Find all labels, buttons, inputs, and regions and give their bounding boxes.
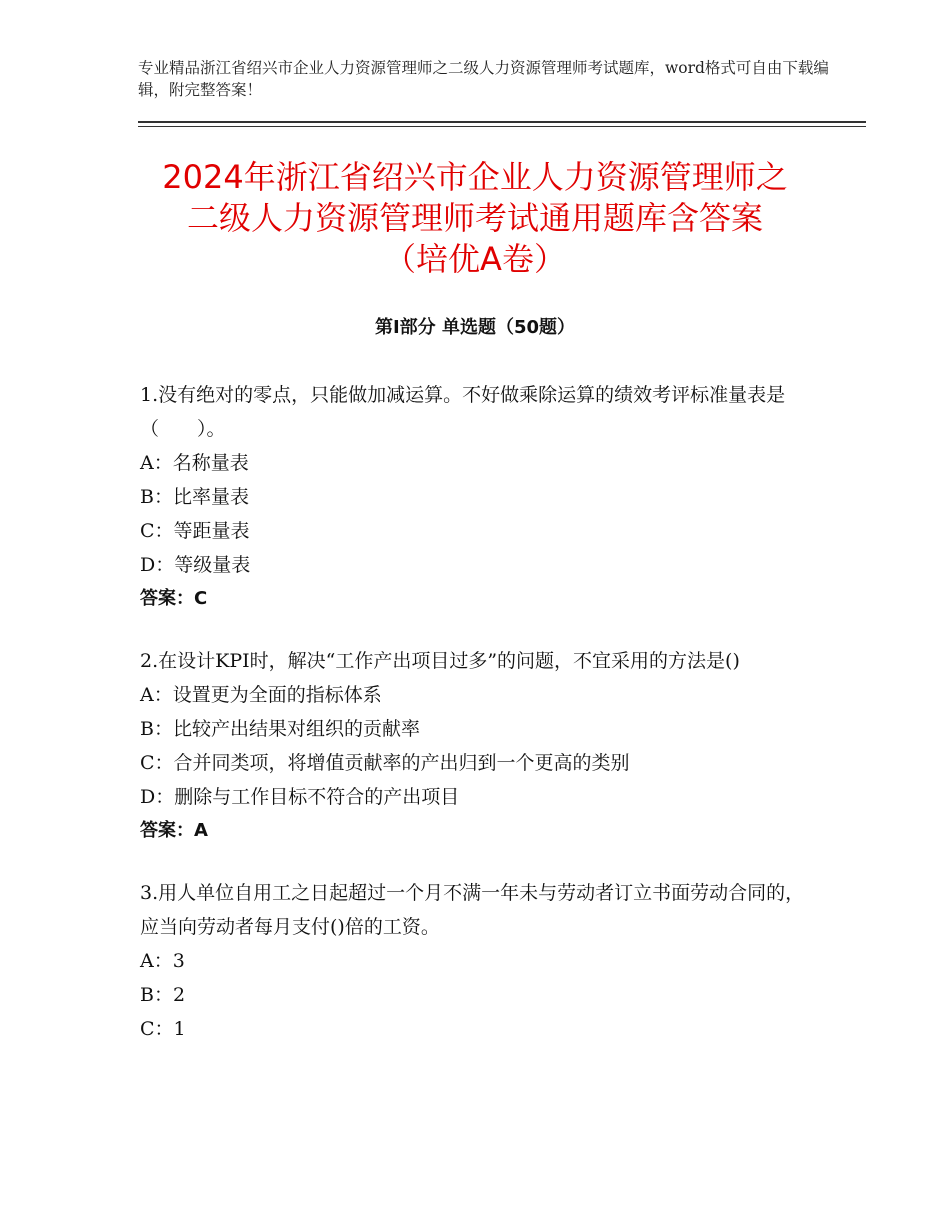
header-note: 专业精品浙江省绍兴市企业人力资源管理师之二级人力资源管理师考试题库，word格式可自由下载编辑，附完整答案！ xyxy=(138,59,829,99)
question-stem: 1.没有绝对的零点，只能做加减运算。不好做乘除运算的绩效考评标准量表是（ ）。 xyxy=(140,384,786,440)
option-b: B：2 xyxy=(140,984,186,1006)
option-d: D：删除与工作目标不符合的产出项目 xyxy=(140,786,460,808)
option-c: C：1 xyxy=(140,1018,186,1040)
option-c: C：合并同类项，将增值贡献率的产出归到一个更高的类别 xyxy=(140,752,630,774)
question-list xyxy=(140,378,820,1074)
option-a: A：名称量表 xyxy=(140,452,249,474)
answer: 答案：C xyxy=(140,588,208,609)
question-stem: 3.用人单位自用工之日起超过一个月不满一年未与劳动者订立书面劳动合同的，应当向劳动者每月支付()倍的工资。 xyxy=(140,882,805,938)
option-b: B：比较产出结果对组织的贡献率 xyxy=(140,718,420,740)
header-rule-thin xyxy=(138,126,866,127)
header-rule-thick xyxy=(138,121,866,123)
title-line-3: （培优A卷） xyxy=(384,240,566,278)
answer: 答案：A xyxy=(140,820,208,841)
title-line-1: 2024年浙江省绍兴市企业人力资源管理师之 xyxy=(162,158,788,196)
option-d: D：等级量表 xyxy=(140,554,251,576)
title-line-2: 二级人力资源管理师考试通用题库含答案 xyxy=(186,199,763,237)
option-b: B：比率量表 xyxy=(140,486,249,508)
question-stem: 2.在设计KPI时，解决“工作产出项目过多”的问题，不宜采用的方法是() xyxy=(140,650,740,672)
question-1 xyxy=(140,378,820,616)
option-a: A：3 xyxy=(140,950,185,972)
option-a: A：设置更为全面的指标体系 xyxy=(140,684,382,706)
document-title xyxy=(100,157,850,280)
question-3 xyxy=(140,876,820,1046)
option-c: C：等距量表 xyxy=(140,520,250,542)
section-heading: 第Ⅰ部分 单选题（50题） xyxy=(374,317,575,338)
question-2 xyxy=(140,644,820,848)
